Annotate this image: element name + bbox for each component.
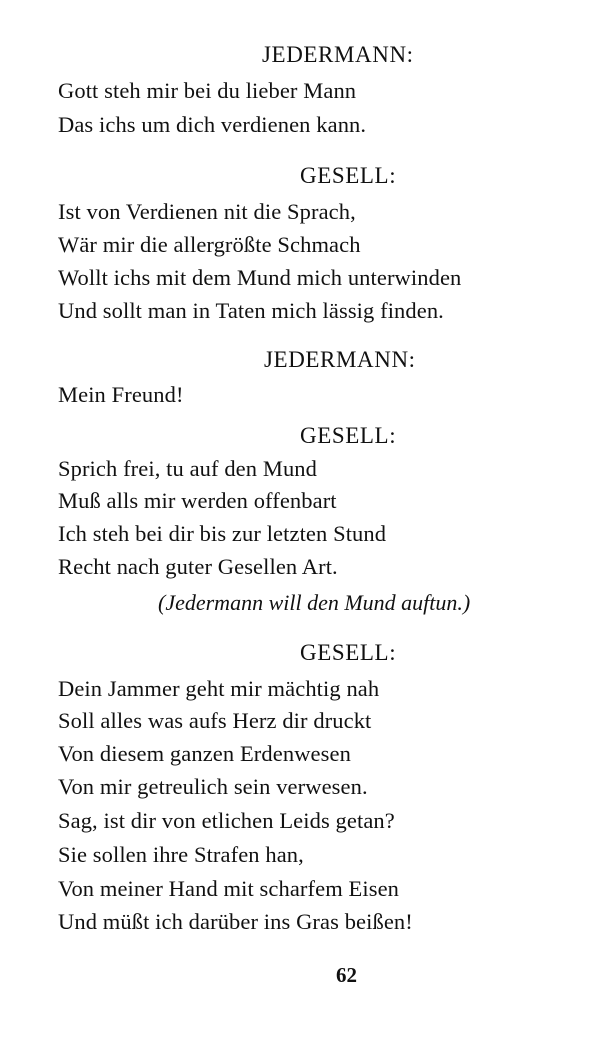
speaker-heading: GESELL: xyxy=(300,163,397,188)
verse-line: Gott steh mir bei du lieber Mann xyxy=(58,78,357,103)
verse-line: Wär mir die allergrößte Schmach xyxy=(58,232,361,257)
verse-line: Recht nach guter Gesellen Art. xyxy=(58,554,338,579)
verse-line: Und müßt ich darüber ins Gras beißen! xyxy=(58,909,413,934)
verse-line: Sprich frei, tu auf den Mund xyxy=(58,456,317,481)
speaker-heading: GESELL: xyxy=(300,423,397,448)
page-number: 62 xyxy=(336,963,357,987)
verse-line: Soll alles was aufs Herz dir druckt xyxy=(58,708,372,733)
verse-line: Muß alls mir werden offenbart xyxy=(58,488,337,513)
verse-line: Das ichs um dich verdienen kann. xyxy=(58,112,367,137)
verse-line: Sie sollen ihre Strafen han, xyxy=(58,842,304,867)
speaker-heading: JEDERMANN: xyxy=(262,42,414,67)
verse-line: Dein Jammer geht mir mächtig nah xyxy=(58,676,380,701)
verse-line: Von meiner Hand mit scharfem Eisen xyxy=(58,876,400,901)
verse-line: Ist von Verdienen nit die Sprach, xyxy=(58,199,356,224)
verse-line: Ich steh bei dir bis zur letzten Stund xyxy=(58,521,387,546)
speaker-heading: GESELL: xyxy=(300,640,397,665)
verse-line: Sag, ist dir von etlichen Leids getan? xyxy=(58,808,395,833)
verse-line: Von diesem ganzen Erdenwesen xyxy=(58,741,351,766)
verse-line: Wollt ichs mit dem Mund mich unterwinden xyxy=(58,265,462,290)
verse-line: Mein Freund! xyxy=(58,382,184,407)
speaker-heading: JEDERMANN: xyxy=(264,347,416,372)
stage-direction: (Jedermann will den Mund auftun.) xyxy=(158,590,471,615)
verse-line: Und sollt man in Taten mich lässig finden. xyxy=(58,298,444,323)
verse-line: Von mir getreulich sein verwesen. xyxy=(58,774,368,799)
